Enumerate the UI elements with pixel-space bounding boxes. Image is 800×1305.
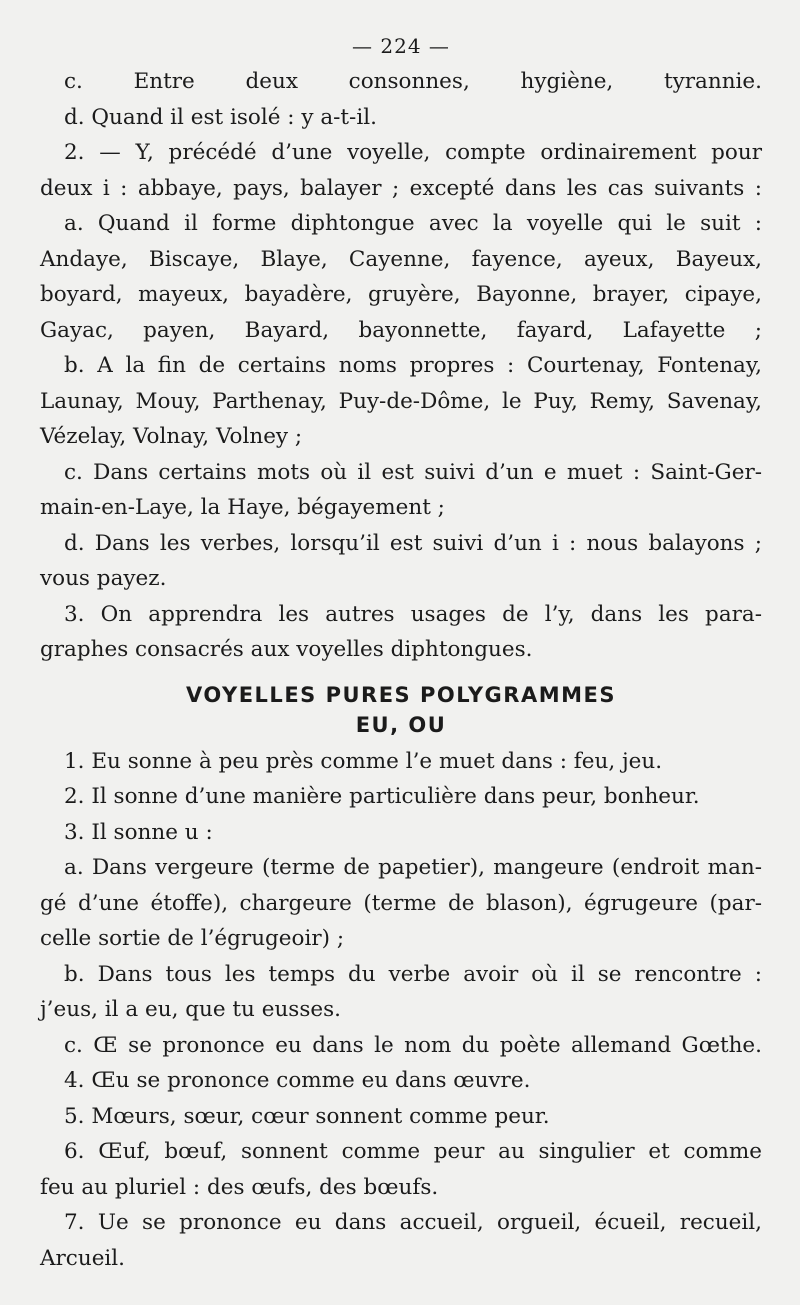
- section-heading: VOYELLES PURES POLYGRAMMES: [186, 682, 616, 707]
- text-line: d. Dans les verbes, lorsqu’il est suivi d’un i : nous balayons ;: [64, 530, 762, 556]
- text-line: 4. Œu se prononce comme eu dans œuvre.: [64, 1068, 531, 1093]
- text-line: c. Œ se prononce eu dans le nom du poète allemand Gœthe.: [64, 1032, 762, 1058]
- text-line: vous payez.: [40, 566, 167, 591]
- text-line: j’eus, il a eu, que tu eusses.: [40, 997, 341, 1022]
- text-line: a. Quand il forme diphtongue avec la voyelle qui le suit :: [64, 211, 762, 236]
- text-line: b. A la fin de certains noms propres : Courtenay, Fontenay,: [64, 353, 762, 378]
- text-line: 1. Eu sonne à peu près comme l’e muet dans : feu, jeu.: [64, 748, 663, 774]
- text-line: 2. — Y, précédé d’une voyelle, compte ordinairement pour: [64, 140, 762, 165]
- text-line: 5. Mœurs, sœur, cœur sonnent comme peur.: [64, 1103, 550, 1129]
- text-line: 7. Ue se prononce eu dans accueil, orgueil, écueil, recueil,: [64, 1210, 762, 1235]
- body-bottom: [40, 744, 762, 1277]
- text-line: 2. Il sonne d’une manière particulière dans peur, bonheur.: [64, 784, 700, 809]
- text-line: Andaye, Biscaye, Blaye, Cayenne, fayence, ayeux, Bayeux,: [40, 246, 762, 272]
- text-line: 6. Œuf, bœuf, sonnent comme peur au singulier et comme: [64, 1139, 762, 1164]
- text-line: c. Entre deux consonnes, hygiène, tyrannie.: [64, 69, 762, 94]
- text-line: deux i : abbaye, pays, balayer ; excepté dans les cas suivants :: [40, 175, 762, 201]
- text-line: celle sortie de l’égrugeoir) ;: [40, 926, 345, 951]
- text-line: boyard, mayeux, bayadère, gruyère, Bayonne, brayer, cipaye,: [40, 282, 762, 307]
- text-line: Vézelay, Volnay, Volney ;: [40, 424, 303, 449]
- text-line: 3. On apprendra les autres usages de l’y, dans les para-: [64, 601, 762, 627]
- text-line: graphes consacrés aux voyelles diphtongues.: [40, 637, 533, 662]
- text-line: d. Quand il est isolé : y a-t-il.: [64, 104, 377, 130]
- text-line: Launay, Mouy, Parthenay, Puy-de-Dôme, le Puy, Remy, Savenay,: [40, 388, 762, 414]
- body-top: [40, 64, 762, 668]
- text-line: gé d’une étoffe), chargeure (terme de blason), égrugeure (par-: [40, 890, 762, 916]
- section-subheading: EU, OU: [355, 712, 447, 737]
- text-line: c. Dans certains mots où il est suivi d’un e muet : Saint-Ger-: [64, 459, 762, 485]
- text-line: feu au pluriel : des œufs, des bœufs.: [40, 1174, 439, 1200]
- text-line: main-en-Laye, la Haye, bégayement ;: [40, 495, 445, 520]
- text-line: Arcueil.: [40, 1245, 126, 1271]
- text-line: Gayac, payen, Bayard, bayonnette, fayard, Lafayette ;: [40, 317, 762, 343]
- text-line: 3. Il sonne u :: [64, 819, 213, 845]
- text-line: b. Dans tous les temps du verbe avoir où il se rencontre :: [64, 961, 762, 987]
- text-line: a. Dans vergeure (terme de papetier), mangeure (endroit man-: [64, 855, 762, 880]
- page-number: — 224 —: [352, 34, 450, 58]
